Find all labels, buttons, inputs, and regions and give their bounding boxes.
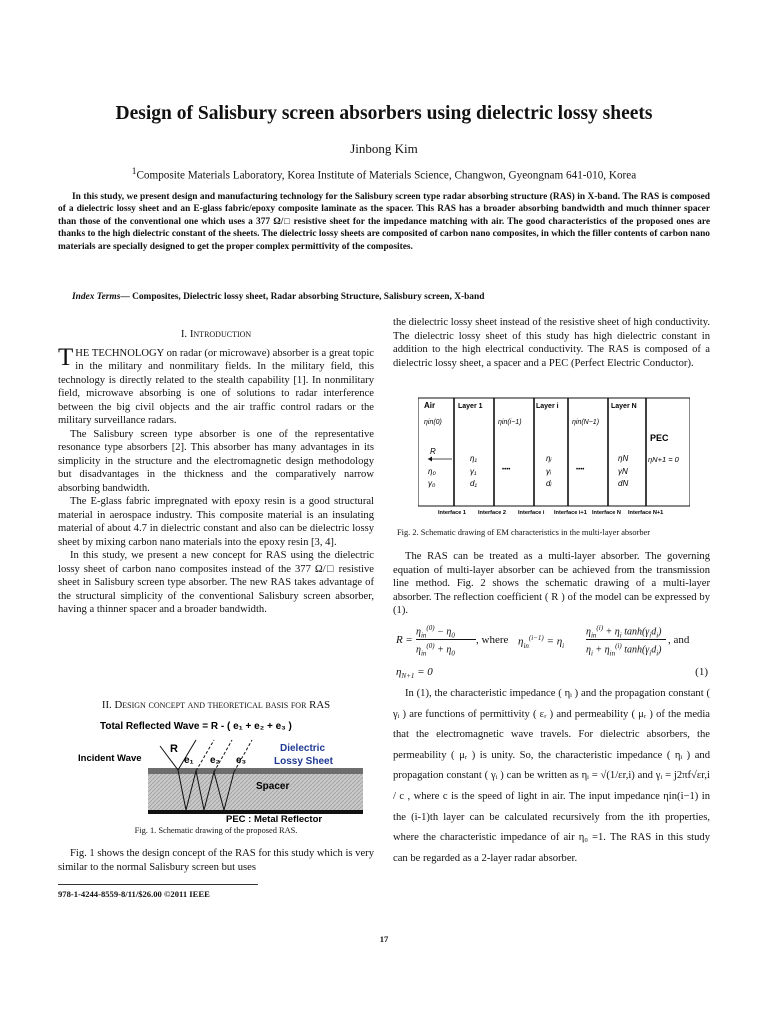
dropcap: T	[58, 343, 74, 371]
fig2-air-label: Air	[424, 401, 436, 410]
fig2-dN: dN	[618, 479, 629, 488]
fig2-di: dᵢ	[546, 479, 552, 488]
intro-paragraph-1	[58, 343, 374, 428]
fig2-interface-N: Interface N	[592, 510, 621, 516]
index-terms-text: — Composites, Dielectric lossy sheet, Radar absorbing Structure, Salisbury screen, X-band	[120, 292, 485, 302]
index-terms-label: Index Terms	[72, 292, 121, 302]
fig2-eta0: η₀	[428, 467, 436, 476]
fig2-pec-label: PEC	[650, 433, 669, 443]
fig1-dielectric-label: Dielectric	[280, 743, 326, 754]
fig1-lossy-sheet	[148, 768, 363, 774]
fig2-gammai: γᵢ	[546, 467, 551, 476]
intro-paragraph-1-text: HE TECHNOLOGY on radar (or microwave) absorber is a great topic in the military and nonmilitary fields. In the military field, this technology is directly related to the stealth capability [1]. In nonmilitary field, microwave absorbing is one of solutions to radar interference between the big civil objects and the air traffic control radars or the military surveillance radars.	[58, 347, 374, 426]
copyright-footer: 978-1-4244-8559-8/11/$26.00 ©2011 IEEE	[58, 884, 258, 899]
equation-1-where: , where	[476, 634, 509, 646]
equation-1-and: , and	[668, 634, 690, 646]
fig2-gamma1: γ₁	[470, 467, 477, 476]
index-terms	[58, 291, 710, 303]
fig1-description-paragraph: Fig. 1 shows the design concept of the RAS for this study which is very similar to the normal Salisbury screen but uses	[58, 848, 374, 873]
left-column-end	[58, 847, 374, 874]
figure-2-caption: Fig. 2. Schematic drawing of EM characteristics in the multi-layer absorber	[397, 528, 651, 537]
fig1-e3-label: e₃	[236, 755, 247, 766]
fig2-eta-in-0: ηin(0)	[424, 419, 442, 426]
fig2-eta-in-i-1: ηin(i−1)	[498, 419, 522, 426]
author-name: Jinbong Kim	[350, 141, 418, 156]
fig2-arrow-head	[428, 457, 432, 462]
right-column-mid	[393, 550, 710, 618]
affiliation	[40, 167, 728, 182]
fig2-dots-2: ••••	[576, 467, 585, 473]
intro-paragraph-3: The E-glass fabric impregnated with epoxy resin is a good structural material in aerospace industry. This composite material is an insulating material of about 4.7 in dielectric constant and also can be dielectric lossy sheet by mixing carbon nano materials into the epoxy resin [3, 4].	[58, 496, 374, 548]
fig1-spacer-label: Spacer	[256, 781, 290, 792]
fig1-lossy-sheet-label: Lossy Sheet	[274, 756, 333, 767]
figure-2	[418, 396, 690, 520]
section-2-heading	[58, 699, 374, 711]
fig2-gammaN: γN	[618, 467, 628, 476]
fig2-eta-in-N-1: ηin(N−1)	[572, 419, 600, 426]
intro-paragraph-2: The Salisbury screen type absorber is one of the representative resonance type absorbers [2]. This absorber has many advantages in its simplicity in the structure and the electromagnetic design methodology but disadvantages in the thickness and the comparatively narrow absorbing bandwidth.	[58, 428, 374, 494]
fig2-interface-2: Interface 2	[478, 510, 506, 516]
fig2-etaN1: ηN+1 = 0	[648, 455, 679, 464]
fig2-layer1-label: Layer 1	[458, 403, 483, 410]
fig1-e1-label: e₁	[184, 755, 194, 766]
fig1-top-label: Total Reflected Wave = R - ( e₁ + e₂ + e₃ )	[100, 721, 292, 732]
fig2-layerN-label: Layer N	[611, 403, 637, 410]
figure-1	[68, 716, 368, 824]
fig2-d1: d₁	[470, 479, 477, 488]
fig2-outer-box	[418, 398, 690, 506]
fig2-eta1: η₁	[470, 454, 477, 463]
fig2-interface-i1: Interface i+1	[554, 510, 587, 516]
right-paragraph-1: the dielectric lossy sheet instead of the resistive sheet of high conductivity. The dielectric lossy sheet of this study has high dielectric constant in addition to the high electrical conductivity. The RAS is composed of a dielectric lossy sheet, a spacer and a PEC (Perfect Electric Conductor).	[393, 317, 710, 369]
fig1-R-label: R	[170, 743, 178, 755]
fig2-gamma0: γ₀	[428, 479, 436, 488]
section-1-title: Introduction	[189, 328, 252, 340]
left-column	[58, 328, 374, 617]
abstract: In this study, we present design and manufacturing technology for the Salisbury screen type radar absorbing structure (RAS) in X-band. The RAS is composed of a dielectric lossy sheet and an E-glass fabric/epoxy composite laminate as the spacer. This RAS has a broader absorbing bandwidth and much thinner spacer than those of the conventional one which uses a 377 Ω/□ resistive sheet for the impedance matching with air. The good characteristics of the proposed ones are thanks to the high dielectric constant of the sheets. The dielectric lossy sheets are composited of carbon nano composites, in which the filler contents of carbon nano materials are specially designed to get the proper complex permittivity of the composites.	[58, 192, 710, 252]
affiliation-text: Composite Materials Laboratory, Korea Institute of Materials Science, Changwon, Gyeongnam 641-010, Korea	[136, 169, 637, 182]
right-paragraph-2: The RAS can be treated as a multi-layer absorber. The governing equation of multi-layer absorber can be achieved from the transmission line method. Fig. 2 shows the schematic drawing of a multi-layer absorber. The reflection coefficient ( R ) of the model can be expressed by (1).	[393, 551, 710, 616]
fig1-incident-label: Incident Wave	[78, 753, 142, 764]
equation-1-number: (1)	[695, 666, 708, 678]
right-column-top	[393, 316, 710, 370]
affiliation-superscript: 1	[131, 167, 137, 177]
fig2-etaN: ηN	[618, 454, 629, 463]
right-paragraph-3: In (1), the characteristic impedance ( ηᵢ ) and the propagation constant ( γᵢ ) are functions of permittivity ( εᵣ ) and permeability ( μᵣ ) of the media that the electromagnetic wave travels. For dielectric absorbers, the permeability ( μᵣ ) is unity. So, the characteristic impedance ( ηᵢ ) and propagation constant ( γᵢ ) can be written as ηᵢ = √(1/εr,i) and γᵢ = j2πf√εr,i / c , where c is the speed of light in air. The input impedance ηin(i−1) in the (i-1)th layer can be calculated recursively from the ith properties, where the characteristic impedance of air η₀ =1. The RAS in this study can be regarded as a 2-layer radar absorber.	[393, 688, 710, 864]
figure-1-caption: Fig. 1. Schematic drawing of the proposed RAS.	[134, 826, 298, 835]
fig1-pec-label: PEC : Metal Reflector	[226, 814, 323, 824]
fig1-e2-label: e₂	[210, 755, 221, 766]
fig2-layeri-label: Layer i	[536, 403, 559, 410]
paper-title: Design of Salisbury screen absorbers using dielectric lossy sheets	[115, 103, 653, 124]
section-1-number: I.	[180, 328, 188, 340]
fig2-etai: ηᵢ	[546, 454, 552, 463]
intro-paragraph-4: In this study, we present a new concept for RAS using the dielectric lossy sheet of carbon nano composites instead of the 377 Ω/□ resistive sheet in Salisbury screen type absorber. The new RAS takes advantage of the structural simplicity of the conventional Salisbury screen absorber, having a thinner spacer and a broader bandwidth.	[58, 550, 374, 615]
fig2-dots-1: ••••	[502, 467, 511, 473]
section-2-number: II.	[101, 699, 112, 711]
right-column-bottom	[393, 684, 710, 869]
section-2-title: Design concept and theoretical basis for RAS	[114, 699, 331, 711]
fig2-R-label: R	[430, 447, 436, 456]
equation-1: R = $\eta_{in}^{(0)} - \eta_0$ $\eta_{in}^{(0)} + \eta_0$ , where $\eta_{in}^{(i-1)} = \eta_i$ $\eta_{in}^{(i)} + \eta_i$ $\tanh(\gamma_id_i)$ $\eta_i + \eta_{in}^{(i)}$ $\tanh(\gamma_id_i)$ , and $\eta_{N+1} = 0$ (1)	[396, 624, 708, 681]
fig2-interface-i: Interface i	[518, 510, 545, 516]
page-number: 17	[379, 934, 389, 944]
section-1-heading	[58, 328, 374, 342]
fig2-interface-N1: Interface N+1	[628, 510, 664, 516]
fig2-interface-1: Interface 1	[438, 510, 466, 516]
